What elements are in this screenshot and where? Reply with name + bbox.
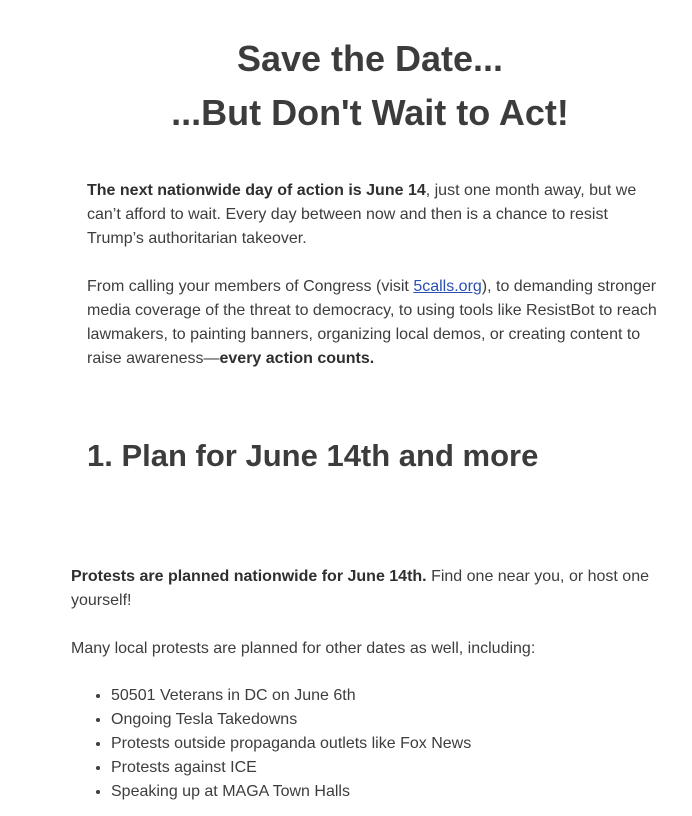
title-line-1: Save the Date... — [236, 38, 504, 79]
protest-dates-list — [71, 684, 471, 804]
protests-bold: Protests are planned nationwide for June 14th. — [71, 568, 427, 585]
actions-text-before-link: From calling your members of Congress (visit — [87, 278, 414, 295]
actions-paragraph — [87, 275, 667, 371]
protests-paragraph — [71, 565, 671, 613]
intro-rest: , just one month away, but we can’t afford to wait. Every day between now and then is a chance to resist Trump’s authoritarian takeover. — [87, 182, 637, 247]
actions-bold-end: every action counts. — [219, 350, 375, 367]
list-item: • Ongoing Tesla Takedowns — [111, 708, 471, 732]
intro-paragraph — [87, 179, 667, 251]
actions-text-after-link: ), to demanding stronger media coverage of the threat to democracy, to using tools like ResistBot to reach lawmakers, to painting banners, organizing local demos, or creating content to raise awareness— — [87, 278, 657, 367]
list-item: • Speaking up at MAGA Town Halls — [111, 780, 471, 804]
list-item: • Protests outside propaganda outlets like Fox News — [111, 732, 471, 756]
intro-bold-lead: The next nationwide day of action is June 14 — [87, 182, 426, 199]
many-local-paragraph: Many local protests are planned for other dates as well, including: — [71, 640, 536, 657]
5calls-link[interactable]: 5calls.org — [413, 278, 482, 295]
list-item: • Protests against ICE — [111, 756, 471, 780]
section-heading-plan: 1. Plan for June 14th and more — [87, 438, 539, 473]
title-line-2: ...But Don't Wait to Act! — [171, 92, 569, 133]
list-item: • 50501 Veterans in DC on June 6th — [111, 684, 471, 708]
protests-rest: Find one near you, or host one yourself! — [71, 568, 649, 609]
